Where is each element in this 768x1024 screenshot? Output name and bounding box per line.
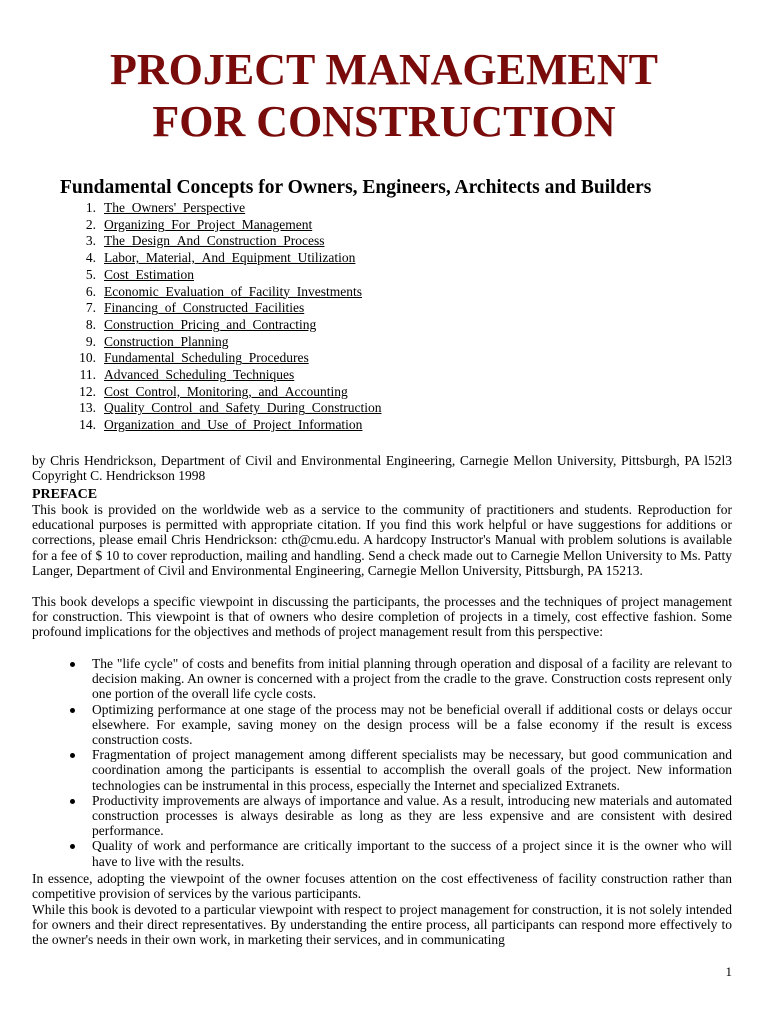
toc-number: 6. — [85, 283, 96, 299]
toc-item — [60, 200, 381, 217]
toc-number: 5. — [85, 266, 96, 282]
toc-link[interactable]: Financing_of_Constructed_Facilities — [104, 300, 305, 316]
table-of-contents — [60, 200, 381, 434]
toc-item — [60, 217, 381, 234]
toc-item — [60, 317, 381, 334]
toc-link[interactable]: Economic_Evaluation_of_Facility_Investments — [104, 283, 362, 299]
list-item — [32, 702, 732, 748]
toc-item — [60, 284, 381, 301]
toc-item — [60, 400, 381, 417]
toc-link[interactable]: Advanced_Scheduling_Techniques — [104, 367, 295, 383]
toc-link[interactable]: The_Owners'_Perspective — [104, 200, 246, 215]
toc-number: 8. — [85, 316, 96, 332]
subtitle: Fundamental Concepts for Owners, Engineers, Architects and Builders — [60, 177, 652, 198]
list-item — [32, 656, 732, 702]
toc-number: 10. — [79, 350, 96, 366]
bullet-icon — [70, 708, 75, 713]
list-item-text: The "life cycle" of costs and benefits from initial planning through operation and disposal of a facility are relevant to decision making. An owner is concerned with a project from the cradle to the grave. Construction costs represent only one portion of the overall life cycle costs. — [92, 656, 732, 702]
bullet-icon — [70, 753, 75, 758]
toc-link[interactable]: Construction_Pricing_and_Contracting — [104, 316, 317, 332]
page-number: 1 — [725, 964, 732, 979]
bullet-icon — [70, 799, 75, 804]
list-item — [32, 747, 732, 793]
list-item-text: Productivity improvements are always of importance and value. As a result, introducing new materials and automated construction processes is always desirable as long as they are less expensive and are consistent with desired performance. — [92, 792, 732, 839]
preface-heading: PREFACE — [32, 487, 98, 502]
list-item-text: Fragmentation of project management among different specialists may be necessary, but good communication and coordination among the participants is essential to accomplish the overall goals of the project. New information technologies can be instrumental in this process, especially the Internet and specialized Extranets. — [92, 747, 732, 793]
toc-item — [60, 300, 381, 317]
preface-paragraph-3: In essence, adopting the viewpoint of the owner focuses attention on the cost effectiveness of facility construction rather than competitive provision of services by the various participants. — [32, 871, 732, 902]
toc-number: 7. — [85, 300, 96, 316]
toc-number: 2. — [85, 216, 96, 232]
toc-link[interactable]: Quality_Control_and_Safety_During_Construction — [104, 400, 382, 416]
toc-link[interactable]: Organization_and_Use_of_Project_Information — [104, 417, 363, 433]
toc-item — [60, 384, 381, 401]
toc-link[interactable]: Labor,_Material,_And_Equipment_Utilization — [104, 250, 356, 266]
list-item-text: Quality of work and performance are critically important to the success of a project since it is the owner who will have to live with the results. — [92, 838, 732, 869]
preface-paragraph-4: While this book is devoted to a particular viewpoint with respect to project management for construction, it is not solely intended for owners and their direct representatives. By understanding the entire process, all participants can respond more effectively to the owner's needs in their own work, in marketing their services, and in communicating — [32, 902, 732, 948]
preface-paragraph-1: This book is provided on the worldwide web as a service to the community of practitioners and students. Reproduction for educational purposes is permitted with appropriate citation. If you find this work helpful or have suggestions for additions or corrections, please email Chris Hendrickson: cth@cmu.edu. A hardcopy Instructor's Manual with problem solutions is available for a fee of $ 10 to cover reproduction, mailing and handling. Send a check made out to Carnegie Mellon University to Ms. Patty Langer, Department of Civil and Environmental Engineering, Carnegie Mellon University, Pittsburgh, PA 15213. — [32, 502, 732, 578]
title-line-2: FOR CONSTRUCTION — [152, 97, 616, 146]
bullet-icon — [70, 662, 75, 667]
title-line-1: PROJECT MANAGEMENT — [110, 45, 658, 94]
toc-number: 12. — [79, 383, 96, 399]
toc-item — [60, 367, 381, 384]
page-title — [0, 44, 768, 148]
author-byline: by Chris Hendrickson, Department of Civil and Environmental Engineering, Carnegie Mellon University, Pittsburgh, PA l52l3 Copyright C. Hendrickson 1998 — [32, 453, 732, 484]
toc-number: 4. — [85, 250, 96, 266]
toc-number: 13. — [79, 400, 96, 416]
toc-item — [60, 350, 381, 367]
toc-link[interactable]: The_Design_And_Construction_Process — [104, 233, 325, 249]
toc-link[interactable]: Fundamental_Scheduling_Procedures — [104, 350, 309, 366]
bullet-icon — [70, 844, 75, 849]
toc-link[interactable]: Organizing_For_Project_Management — [104, 216, 313, 232]
toc-item — [60, 250, 381, 267]
toc-item — [60, 267, 381, 284]
toc-number: 9. — [85, 333, 96, 349]
list-item — [32, 838, 732, 868]
preface-paragraph-2: This book develops a specific viewpoint in discussing the participants, the processes and the techniques of project management for construction. This viewpoint is that of owners who desire completion of projects in a timely, cost effective fashion. Some profound implications for the objectives and methods of project management result from this perspective: — [32, 594, 732, 640]
toc-number: 3. — [85, 233, 96, 249]
toc-link[interactable]: Cost_Estimation — [104, 266, 195, 282]
implications-list — [32, 656, 732, 869]
toc-number: 1. — [85, 200, 96, 215]
toc-link[interactable]: Cost_Control,_Monitoring,_and_Accounting — [104, 383, 348, 399]
toc-item — [60, 233, 381, 250]
list-item — [32, 793, 732, 839]
toc-link[interactable]: Construction_Planning — [104, 333, 229, 349]
toc-number: 11. — [79, 367, 96, 383]
toc-number: 14. — [79, 417, 96, 433]
toc-item — [60, 334, 381, 351]
list-item-text: Optimizing performance at one stage of the process may not be beneficial overall if additional costs or delays occur elsewhere. For example, saving money on the design process will be a false economy if the result is excess construction costs. — [92, 701, 732, 748]
toc-item — [60, 417, 381, 434]
